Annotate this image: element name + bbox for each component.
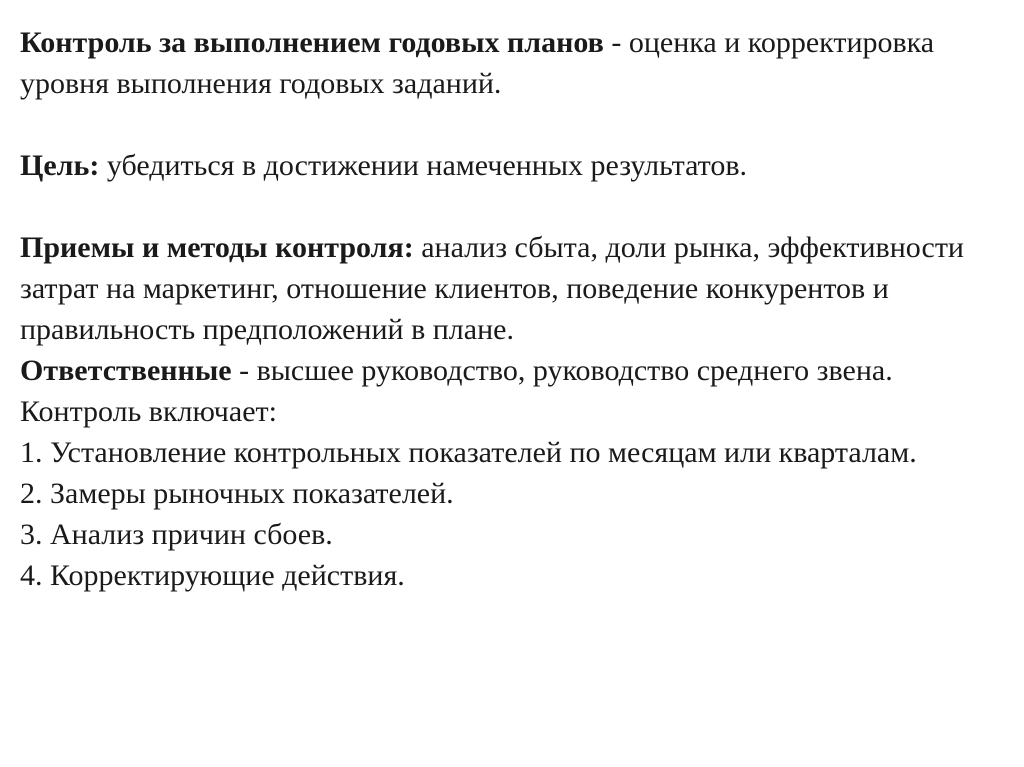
responsible-text: - высшее руководство, руководство среднего звена. (231, 354, 893, 387)
definition-text: - оценка и корректировка уровня выполнения годовых заданий. (20, 26, 935, 100)
spacer (20, 186, 1010, 227)
slide-content (20, 22, 1010, 596)
goal-text: убедиться в достижении намеченных результатов. (99, 149, 748, 182)
definition-term: Контроль за выполнением годовых планов (20, 26, 604, 59)
responsible-paragraph (20, 350, 1010, 391)
methods-term: Приемы и методы контроля: (20, 231, 414, 264)
goal-term: Цель: (20, 149, 100, 182)
includes-heading: Контроль включает: (20, 395, 277, 428)
step-item: 2. Замеры рыночных показателей. (20, 477, 454, 510)
spacer (20, 104, 1010, 145)
step-item: 1. Установление контрольных показателей по месяцам или кварталам. (20, 436, 917, 469)
goal-paragraph (20, 145, 1010, 186)
step-item: 4. Корректирующие действия. (20, 559, 405, 592)
methods-text: анализ сбыта, доли рынка, эффективности затрат на маркетинг, отношение клиентов, поведение конкурентов и правильность предположений в плане. (20, 231, 964, 346)
methods-paragraph (20, 227, 1010, 350)
step-item: 3. Анализ причин сбоев. (20, 518, 333, 551)
definition-paragraph (20, 22, 1010, 104)
responsible-term: Ответственные (20, 354, 232, 387)
